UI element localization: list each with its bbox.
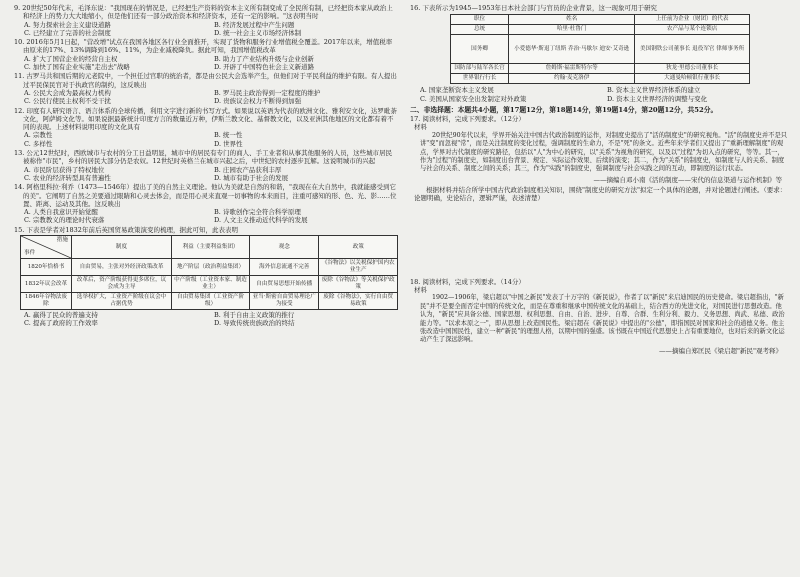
options	[14, 21, 398, 38]
option-d: D. 世界性	[214, 139, 243, 148]
question-stem: 13. 公元12世纪时，西欧城市与农村的分工日益明显，城市中的居民有专门的商人、手工业者和从事其他服务的人员，这些城市居民被称作"市民"，乡村的居民大部分仍是农奴。12世纪时英格兰在城市兴起之后，中世纪的农村逐步瓦解。这说明城市的兴起	[14, 149, 393, 166]
question-15	[14, 226, 398, 328]
options	[14, 208, 398, 225]
left-column	[14, 4, 398, 329]
corner-top-label: 措施	[56, 237, 68, 244]
option-d: D. 资本主义世界经济的调整与变化	[607, 94, 708, 103]
table-cell: 约翰·麦克洛伊	[509, 74, 635, 84]
table-cell: 废除《谷物法》，实行自由贸易政策	[319, 293, 398, 310]
options	[14, 55, 398, 72]
option-c: C. 已经建立了完善的社会制度	[24, 28, 111, 37]
table-header: 上任前为企业（财团）的代表	[635, 15, 750, 25]
question-13	[14, 149, 398, 182]
table-cell: 海外信息流通不完善	[250, 259, 319, 276]
table-cell: 大通曼哈顿银行董事长	[635, 74, 750, 84]
option-b: B. 助力了产业结构升级与企业创新	[214, 54, 314, 63]
table-cell: 废除《谷物法》等关税保护政策	[319, 276, 398, 293]
officials-table	[450, 14, 750, 84]
table-cell: 美国钢铁公司董事长 退役军官 律师事务所	[635, 35, 750, 64]
table-row	[451, 64, 750, 74]
table-row	[21, 293, 398, 310]
option-a: A. 努力探索社会主义建设道路	[24, 20, 111, 29]
table-cell: 中产阶级（工业资本家、制造业主）	[172, 276, 250, 293]
material-text: 1902—1906年，梁启超以"中国之新民"发表了十万字的《新民说》，作者了以"新民"来启迪国民的历史使命。梁启超指出，"新民"并不是要全面否定中国的传统文化，而是在尊重和继承中国传统文化的基础上，结合西方的先进文化，对国民进行思想改造。他认为，"新民"应具备公德、国家思想、权利思想、自由、自治、进步、自尊、合群、生利分利、毅力、义务思想、尚武、私德、政治能力等。"以求本原之一"，即从思想上改造国民性。梁启超在《新民说》中提出的"公德"，即指国民对国家和社会的道德义务。他主张改造中国国民性，建立一种"新民"的理想人格，以期中国的强盛。该书既在中国近代思想史上占有重要地位，也对后来的新文化运动产生了深远影响。	[420, 294, 785, 344]
question-stem: 12. 印度有人研究语言、语言体系的全球传播，利用文字进行新的书写方式。如果说以英语为代表的欧洲文化、雅利安文化，达罗毗荼文化，阿萨姆文化等。如果说据最新统计印度方言的数量近万种，伊斯兰教文化、基督教文化，以及亚洲其他地区的文化都有着不同的表现。上述材料说明印度的文化具有	[14, 106, 397, 132]
table-cell: 国务卿	[451, 35, 509, 64]
material-text: 20世纪90年代以来，学界开始关注中国古代政治制度的运作，对制度史提出了"活的制度史"的研究视角。"活"的制度史并不是只讲"变"而忽视"常"，而是关注制度的变化过程，强调制度的生命力，不是"死"的条文。近些年来学者们又提出了"重新理解制度"的观点，学界对古代制度的研究路径，包括以"人"为中心的研究，以"关系"为视角的研究，以及以"过程"为切入点的研究，等等。其一，作为"过程"的制度史，如制度出台背景、规定、实际运作效果、后续的演变；其二，作为"关系"的制度史，如制度与人的关系、制度与社会的关系、制度之间的关系；其三，作为"实践"的制度史，强调制度与社会实践之间的互动，即制度的运行状态。	[420, 131, 788, 173]
question-prompt: 根据材料并结合所学中国古代政治制度相关知识，围绕"制度史的研究方法"拟定一个具体的论题，并对论题进行阐述。（要求：论题明确，史论结合，逻辑严谨，表述清楚）	[414, 186, 787, 203]
option-b: B. 利于自由主义政策的推行	[214, 311, 295, 320]
option-b: B. 统一性	[214, 131, 243, 140]
table-row	[21, 276, 398, 293]
options	[14, 131, 398, 148]
option-c: C. 宗教教义的理论时代衰落	[24, 216, 105, 225]
question-10	[14, 38, 398, 71]
option-c: C. 加快了国有企业实施"走出去"战略	[24, 63, 130, 72]
question-stem: 15. 下表是学者对1832年前后英国贸易政策演变的梳理，据此可知，此表表明	[14, 225, 238, 234]
question-11	[14, 72, 398, 105]
option-d: D. 城市有助于社会的发展	[214, 173, 289, 182]
table-row	[451, 25, 750, 35]
question-17	[410, 115, 788, 277]
table-cell: 选举权扩大，工业资产阶级在议会中占据优势	[72, 293, 172, 310]
table-header: 姓名	[509, 15, 635, 25]
material-label: 材料	[414, 123, 427, 132]
table-header: 观念	[250, 236, 319, 259]
question-9	[14, 4, 398, 37]
option-a: A. 扩大了国营企业的经营自主权	[24, 54, 118, 63]
corner-bottom-label: 事件	[24, 250, 36, 257]
question-16	[410, 4, 788, 103]
option-c: C. 公民行使民主权利不受干扰	[24, 97, 111, 106]
options	[14, 166, 398, 183]
material-source: ——摘编自郑匡民《梁启超"新民"观考释》	[659, 346, 782, 355]
question-stem: 14. 阿格里科拉·利乔（1473—1546年）提出了美的自然主义理论。他认为美就是自然的和谐，"我现在在大自然中，我就能感受到它的美"。它阐明了自然之美要通过眼睛和心灵去体会，而是用心灵来直观一切事物的本来面目，注重可感知的形、色、光、影……位置、距离、运动及其他。这反映出	[14, 183, 397, 208]
option-a: A. 人类自我意识开始觉醒	[24, 208, 98, 217]
table-cell: 自由贸易思想开始传播	[250, 276, 319, 293]
table-cell: 亚当·斯密自由贸易理论广为接受	[250, 293, 319, 310]
table-cell: 地产阶层（政治利益集团）	[172, 259, 250, 276]
option-c: C. 多样性	[24, 139, 53, 148]
option-b: B. 庄园农产品获利丰厚	[214, 165, 282, 174]
question-18	[410, 278, 788, 355]
question-stem: 10. 2016年5月1日起，"营改增"试点在我国各地区各行业全面推开，实现了货物和服务行业增值税全覆盖。2017年以来，增值税率由原来的17%、13%调降到16%、11%，为企业减税降负。据此可知，我国增值税改革	[14, 38, 393, 55]
table-cell: 自由贸易集团（工业资产阶级）	[172, 293, 250, 310]
option-c: C. 农业的经济转型具有普遍性	[24, 173, 111, 182]
material-source: ——摘编自邓小南《活的制度——宋代的信息渠道与运作机制》等	[593, 175, 782, 184]
table-cell: 《谷物法》以关税保护国内农业生产	[319, 259, 398, 276]
option-d: D. 开辟了中国特色社会主义新道路	[214, 63, 315, 72]
option-d: D. 贵族议会权力不断得到加强	[214, 97, 302, 106]
option-c: C. 提高了政府的工作效率	[24, 319, 98, 328]
table-cell: 1820年恰格书	[21, 259, 72, 276]
table-row	[451, 74, 750, 84]
question-stem: 18. 阅读材料，完成下列要求。（14分）	[410, 277, 525, 286]
option-b: B. 诗歌创作完全符合科学原理	[214, 208, 301, 217]
question-stem: 17. 阅读材料，完成下列要求。（12分）	[410, 115, 525, 124]
table-header: 职位	[451, 15, 509, 25]
table-corner-cell	[21, 236, 72, 259]
table-cell: 狄龙·里德公司董事长	[635, 64, 750, 74]
table-cell: 哈里·杜鲁门	[509, 25, 635, 35]
table-header: 政策	[319, 236, 398, 259]
options	[14, 89, 398, 106]
table-header: 利益（主要利益集团）	[172, 236, 250, 259]
section-two-title: 二、非选择题：本题共4小题，第17题12分，第18题14分，第19题14分，第20题12分，共52分。	[410, 105, 718, 114]
table-cell: 世界银行行长	[451, 74, 509, 84]
table-cell: 小爱德华·斯退丁纽斯 乔治·马歇尔 迪安·艾奇逊	[509, 35, 635, 64]
right-column	[410, 4, 788, 357]
option-a: A. 赢得了民众的普遍支持	[24, 311, 98, 320]
option-d: D. 人文主义推动近代科学的发展	[214, 216, 308, 225]
option-b: B. 罗马民主政治得到一定程度的维护	[214, 88, 321, 97]
option-a: A. 公民大会成为最高权力机构	[24, 88, 111, 97]
options	[14, 311, 398, 328]
question-stem: 9. 20世纪50年代末，毛泽东说："我国现在的情况是，已经把生产资料的资本主义所有制变成了全民所有制，已经把资本家从政治上和经济上的势力大大地缩小，但是他们还有一部分政治资本和经济资本，还有一定的影响。"这表明当时	[14, 4, 393, 21]
table-cell: 1846年谷物法废除	[21, 293, 72, 310]
option-b: B. 经济发展过程中产生问题	[214, 20, 295, 29]
option-d: D. 导致传统贵族政治的终结	[214, 319, 295, 328]
table-cell: 总统	[451, 25, 509, 35]
question-14	[14, 183, 398, 224]
option-a: A. 宗教性	[24, 131, 53, 140]
table-header: 制度	[72, 236, 172, 259]
table-cell: 改革后，资产阶级获得更多席位，议会成为主导	[72, 276, 172, 293]
question-stem: 16. 下表所示为1945—1953年日本社会部门与官员的企业背景，这一现象可用于研究	[410, 4, 657, 12]
table-cell: 詹姆斯·福雷斯特尔等	[509, 64, 635, 74]
option-b: B. 资本主义世界经济体系的建立	[607, 86, 701, 95]
policy-table	[20, 235, 398, 310]
table-row	[21, 259, 398, 276]
material-label: 材料	[414, 286, 427, 294]
question-12	[14, 107, 398, 148]
table-cell: 国防部与陆军各长官	[451, 64, 509, 74]
table-cell: 自由贸易，主张对外经济政策改革	[72, 259, 172, 276]
option-a: A. 国家垄断资本主义发展	[420, 86, 494, 95]
option-a: A. 市民阶层获得了特权地位	[24, 165, 105, 174]
option-d: D. 统一社会主义市场经济体制	[214, 28, 302, 37]
options	[410, 86, 788, 103]
answer-space	[410, 203, 788, 277]
table-row	[451, 35, 750, 64]
table-cell: 1832年议会改革	[21, 276, 72, 293]
table-cell: 农产品与某个连锁店	[635, 25, 750, 35]
question-stem: 11. 古罗马共和国后期的元老院中，一个担任过官职的统治者，都是由公民大会选举产生，但他们对于平民利益的维护有限。有人提出过平民保民官对于执政官的制约，这反映出	[14, 72, 397, 89]
option-c: C. 美国从国家安全出发制定对外政策	[420, 94, 527, 103]
